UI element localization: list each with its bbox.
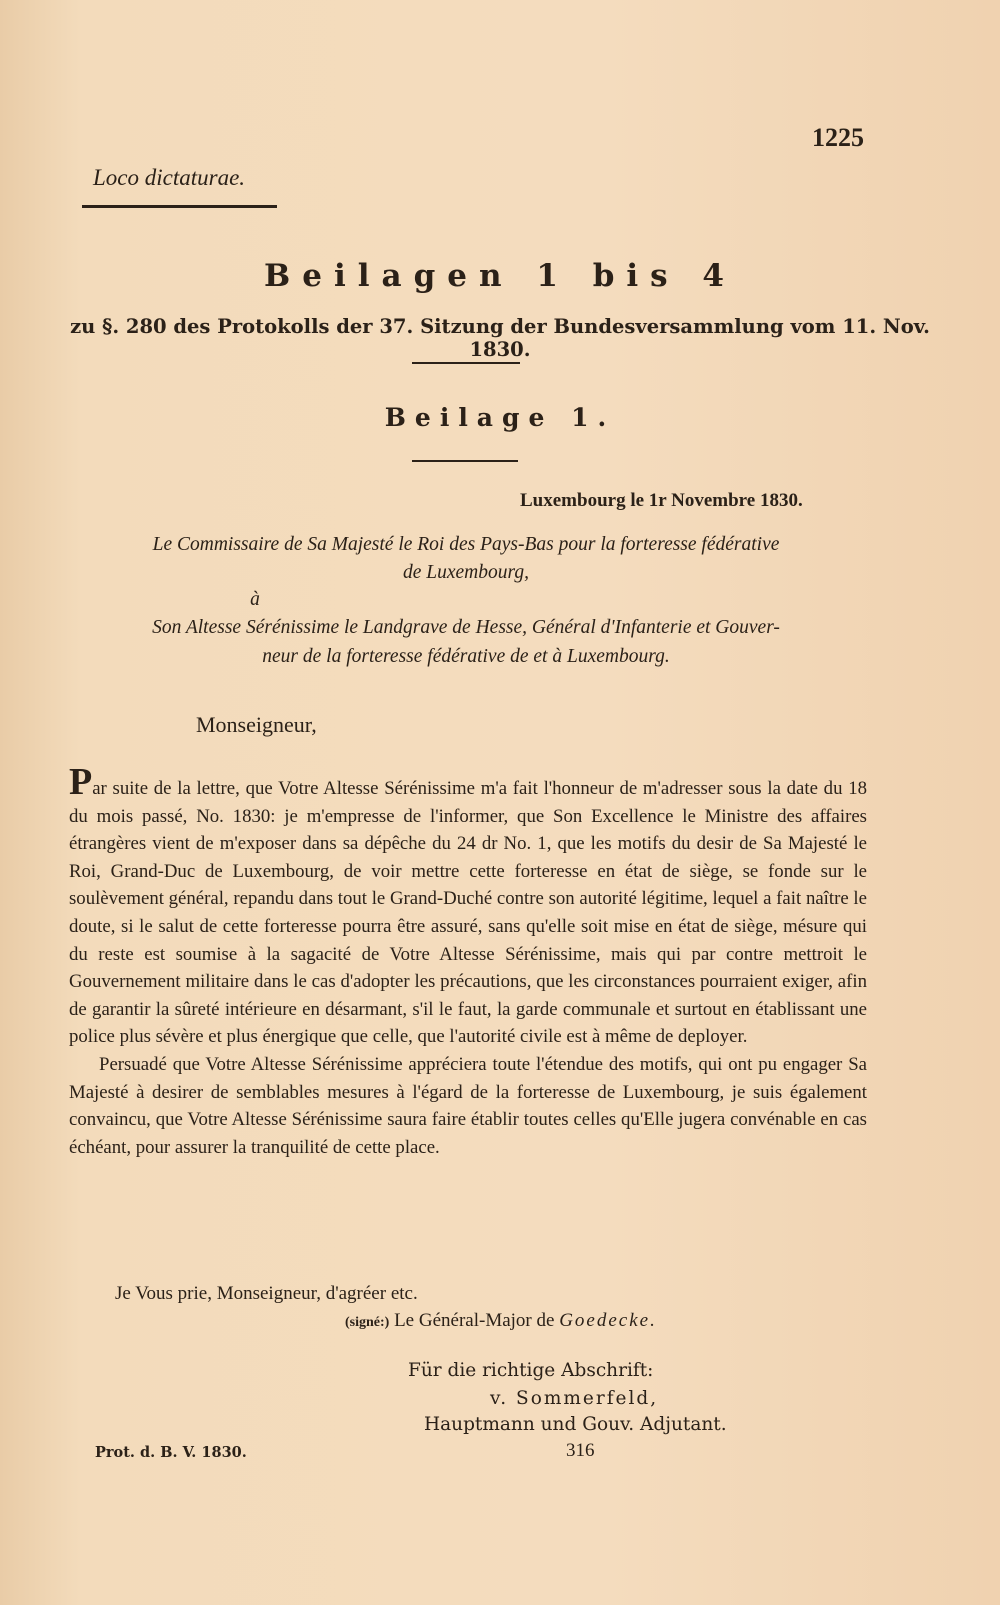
signature-name: Goedecke.: [559, 1310, 657, 1331]
document-subtitle: zu §. 280 des Protokolls der 37. Sitzung der Bundesversammlung vom 11. Nov. 1830.: [70, 315, 930, 361]
signe-label: (signé:): [345, 1315, 390, 1330]
salutation: Monseigneur,: [196, 712, 317, 737]
address-line-4: neur de la forteresse fédérative de et à Luxembourg.: [262, 646, 670, 667]
closing-line: Je Vous prie, Monseigneur, d'agréer etc.: [115, 1283, 418, 1304]
title-rule: [412, 362, 520, 364]
paragraph-1: [69, 761, 867, 1051]
signature-text: Le Général-Major de: [394, 1310, 555, 1331]
page-number: 1225: [812, 123, 864, 152]
signature-line: [345, 1310, 657, 1332]
address-line-3: Son Altesse Sérénissime le Landgrave de Hesse, Général d'Infanterie et Gouver-: [152, 617, 780, 638]
drop-cap: P: [69, 761, 93, 803]
paragraph-1-text: ar suite de la lettre, que Votre Altesse Sérénissime m'a fait l'honneur de m'adresser sous la date du 18 du mois passé, No. 1830: je m'empresse de l'informer, que Son Excellence le Ministre des affaires étrangères vient de m'exposer dans sa dépêche du 24 dr No. 1, que les motifs du desir de Sa Majesté le Roi, Grand-Duc de Luxembourg, de voir mettre cette forteresse en état de siège, se fonde sur le soulèvement général, repandu dans tout le Grand-Duché contre son autorité légitime, lequel a fait naître le doute, si le salut de cette forteresse pourra être assuré, sans qu'elle soit mise en état de siège, mésure qui du reste est soumise à la sagacité de Votre Altesse Sérénissime, mais qui par contre mettroit le Gouvernement militaire dans le cas d'adopter les précautions, que les circonstances pourraient exiger, afin de garantir la sûreté intérieure en désarmant, s'il le faut, la garde communale et surtout en établissant une police plus sévère et plus énergique que celle, que l'autorité civile est à même de deployer.: [69, 778, 867, 1048]
address-line-1: Le Commissaire de Sa Majesté le Roi des Pays-Bas pour la forteresse fédérative: [152, 534, 780, 555]
address-line-2: de Luxembourg,: [402, 562, 529, 583]
document-title: Beilagen 1 bis 4: [264, 258, 736, 294]
copy-line-1: Für die richtige Abschrift:: [408, 1360, 654, 1381]
letter-body: [69, 761, 867, 1161]
signature-number: 316: [566, 1440, 595, 1461]
loco-rule: [82, 205, 277, 208]
copy-line-2: v. Sommerfeld,: [490, 1388, 659, 1409]
beilage-heading: Beilage 1.: [384, 403, 616, 432]
address-a: à: [250, 589, 260, 610]
dateline: Luxembourg le 1r Novembre 1830.: [520, 490, 803, 511]
copy-line-3: Hauptmann und Gouv. Adjutant.: [424, 1414, 727, 1435]
paragraph-2: Persuadé que Votre Altesse Sérénissime appréciera toute l'étendue des motifs, qui ont pu engager Sa Majesté à desirer de semblables mesures à l'égard de la forteresse de Luxembourg, je suis également convaincu, que Votre Altesse Sérénissime saura faire établir toutes celles qu'Elle jugera convénable en cas échéant, pour assurer la tranquilité de cette place.: [69, 1053, 867, 1158]
loco-dictaturae: Loco dictaturae.: [93, 165, 246, 190]
beilage-rule: [412, 460, 518, 462]
footer-protocol: Prot. d. B. V. 1830.: [95, 1444, 247, 1461]
